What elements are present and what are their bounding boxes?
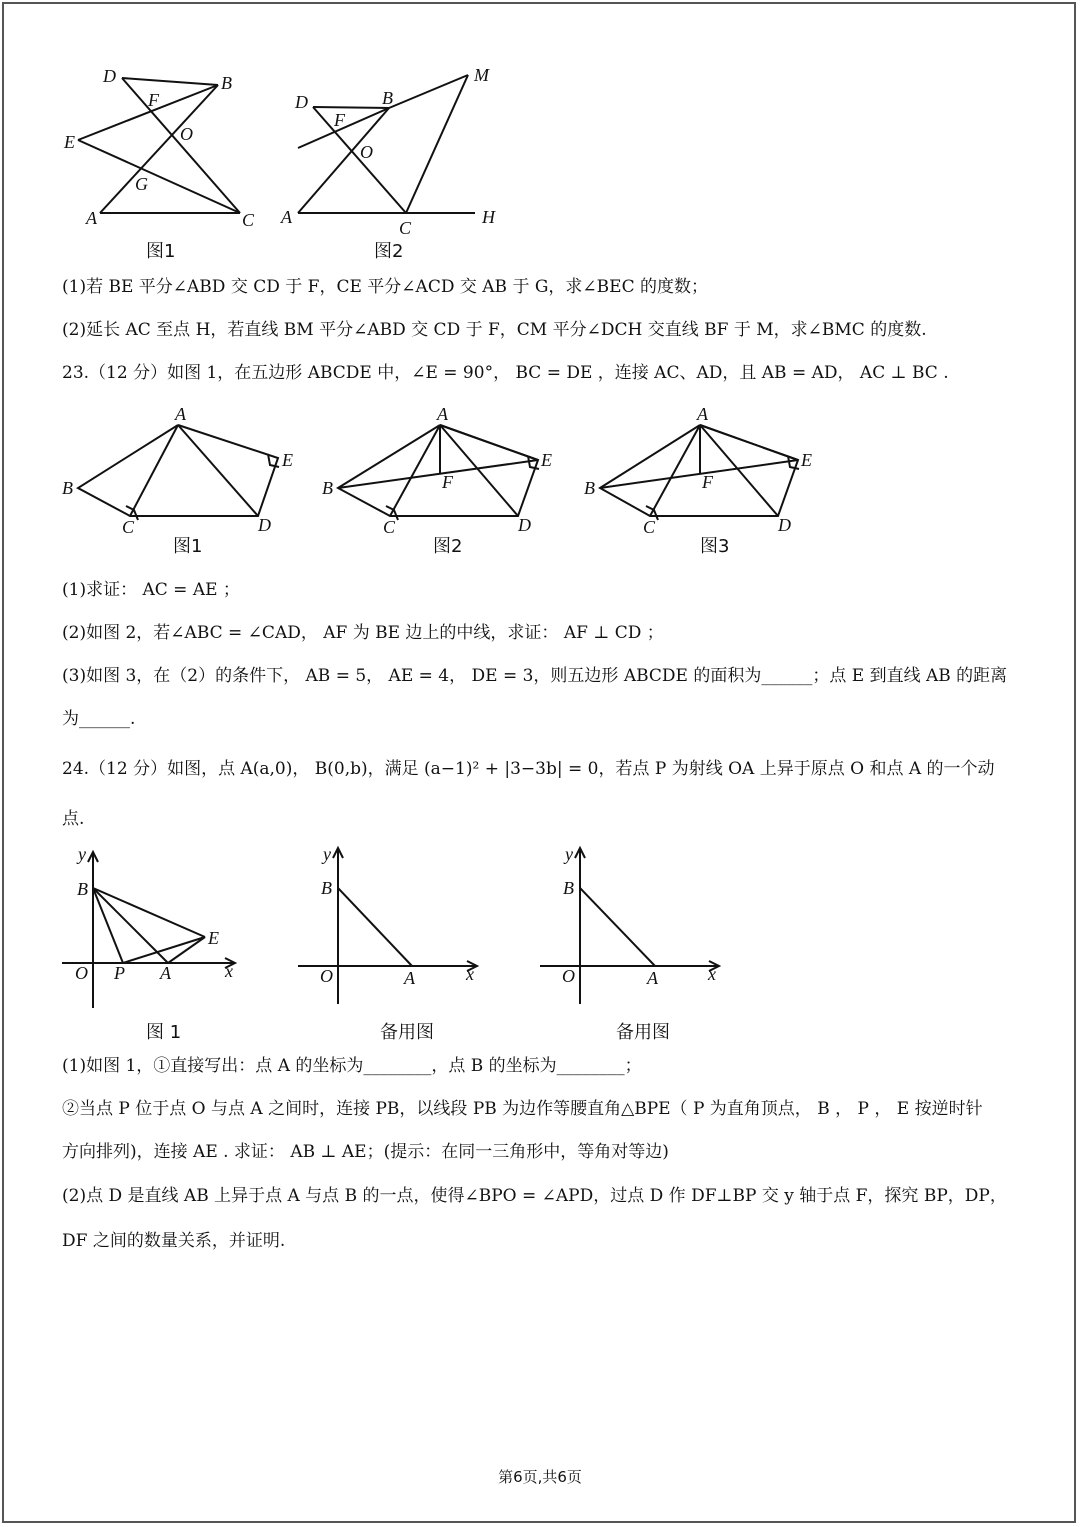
q23f3-label-A: A (697, 404, 708, 424)
q23-part2: (2)如图 2，若∠ABC = ∠CAD， AF 为 BE 边上的中线，求证： AF ⊥ CD ； (62, 623, 664, 643)
q23f2-label-E: E (541, 450, 552, 470)
q24-part1b-line2: 方向排列)，连接 AE . 求证： AB ⊥ AE；(提示：在同一三角形中，等角对等边) (62, 1142, 669, 1162)
q23-stem: 23.（12 分）如图 1，在五边形 ABCDE 中，∠E = 90°， BC = DE ，连接 AC、AD，且 AB = AD， AC ⊥ BC . (62, 363, 949, 383)
q24-fig1-caption: 图 1 (146, 1022, 182, 1043)
q22f2-label-F: F (334, 110, 345, 130)
q22-fig2-caption: 图2 (374, 241, 404, 262)
q22-part1: (1)若 BE 平分∠ABD 交 CD 于 F，CE 平分∠ACD 交 AB 于 G，求∠BEC 的度数； (62, 277, 708, 297)
q23-part3-line2: 为______. (62, 709, 136, 729)
q24f1-label-A: A (160, 963, 171, 983)
q24f1-label-y: y (78, 844, 86, 864)
page-footer: 第6页,共6页 (498, 1468, 582, 1486)
q24-part2-line2: DF 之间的数量关系，并证明. (62, 1231, 286, 1251)
q24f1-label-E: E (208, 928, 219, 948)
q24-part1: (1)如图 1，①直接写出：点 A 的坐标为________，点 B 的坐标为________； (62, 1056, 642, 1076)
q22f2-label-O: O (360, 142, 373, 162)
q24-stem-line2: 点. (62, 809, 85, 829)
q24f3-label-B: B (563, 878, 574, 898)
q23f1-label-D: D (258, 515, 271, 535)
q23f1-label-E: E (282, 450, 293, 470)
q24f2-label-A: A (404, 968, 415, 988)
q24f1-label-O: O (75, 963, 88, 983)
q24f3-label-y: y (565, 844, 573, 864)
q23-fig3-caption: 图3 (700, 536, 730, 557)
q22f1-label-E: E (64, 132, 75, 152)
q23f3-label-E: E (801, 450, 812, 470)
q22-fig1-caption: 图1 (146, 241, 176, 262)
q23f3-label-B: B (584, 478, 595, 498)
q24f3-label-x: x (708, 964, 716, 984)
q24-fig2-caption: 备用图 (380, 1022, 434, 1043)
q23-part3-line1: (3)如图 3，在（2）的条件下， AB = 5， AE = 4， DE = 3，则五边形 ABCDE 的面积为______；点 E 到直线 AB 的距离 (62, 666, 1008, 686)
q23f3-label-F: F (702, 472, 713, 492)
q22f1-label-A: A (86, 208, 97, 228)
q24-part2-line1: (2)点 D 是直线 AB 上异于点 A 与点 B 的一点，使得∠BPO = ∠APD，过点 D 作 DF⊥BP 交 y 轴于点 F，探究 BP，DP， (62, 1186, 1007, 1206)
q23f2-label-A: A (437, 404, 448, 424)
q23-part1: (1)求证： AC = AE ； (62, 580, 240, 600)
q22f2-label-D: D (295, 92, 308, 112)
q23f3-label-C: C (643, 517, 656, 537)
q24f2-label-x: x (466, 964, 474, 984)
q22f2-label-H: H (482, 207, 495, 227)
q24-part1b-line1: ②当点 P 位于点 O 与点 A 之间时，连接 PB，以线段 PB 为边作等腰直角△BPE（ P 为直角顶点， B ， P ， E 按逆时针 (62, 1099, 983, 1119)
q22f2-label-C: C (399, 218, 412, 238)
q22f2-label-B: B (382, 88, 393, 108)
q24f1-label-B: B (77, 879, 88, 899)
q22f1-label-B: B (221, 73, 232, 93)
q22-part2: (2)延长 AC 至点 H，若直线 BM 平分∠ABD 交 CD 于 F，CM 平分∠DCH 交直线 BF 于 M，求∠BMC 的度数. (62, 320, 927, 340)
q23f1-label-C: C (122, 517, 135, 537)
q23f2-label-F: F (442, 472, 453, 492)
q22f1-label-G: G (135, 174, 148, 194)
q24-stem-line1: 24.（12 分）如图，点 A(a,0)， B(0,b)，满足 (a−1)² + |3−3b| = 0，若点 P 为射线 OA 上异于原点 O 和点 A 的一个动 (62, 759, 995, 779)
q22f1-label-C: C (242, 210, 255, 230)
q24f2-label-O: O (320, 966, 333, 986)
q23f1-label-A: A (175, 404, 186, 424)
q23f2-label-C: C (383, 517, 396, 537)
q23f2-label-D: D (518, 515, 531, 535)
q22f1-label-F: F (148, 90, 159, 110)
q22f2-label-M: M (474, 65, 489, 85)
q22f2-label-A: A (281, 207, 292, 227)
q24f3-label-O: O (562, 966, 575, 986)
q23f1-label-B: B (62, 478, 73, 498)
q23f3-label-D: D (778, 515, 791, 535)
q22f1-label-O: O (180, 124, 193, 144)
q24f3-label-A: A (647, 968, 658, 988)
q24f2-label-y: y (323, 844, 331, 864)
q23f2-label-B: B (322, 478, 333, 498)
q24-fig3-caption: 备用图 (616, 1022, 670, 1043)
q23-fig1-caption: 图1 (173, 536, 203, 557)
q24f1-label-x: x (225, 961, 233, 981)
q24f2-label-B: B (321, 878, 332, 898)
q24f1-label-P: P (114, 963, 125, 983)
q23-fig2-caption: 图2 (433, 536, 463, 557)
q22f1-label-D: D (103, 66, 116, 86)
